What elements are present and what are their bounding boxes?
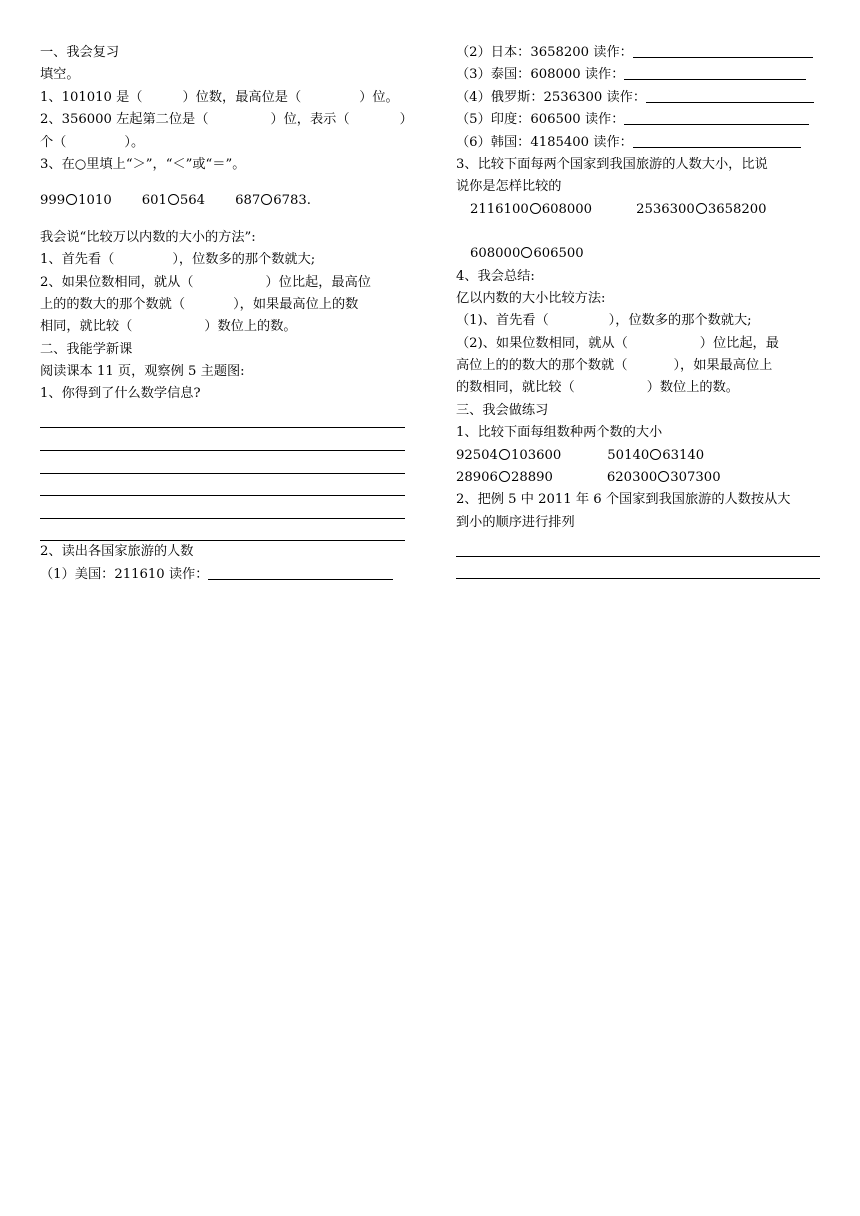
- summary-step-2-end: 的数相同，就比较（ ）数位上的数。: [456, 380, 739, 396]
- question-1: 1、101010 是（ ）位数，最高位是（ ）位。: [40, 89, 399, 105]
- section-new-lesson-title: 二、我能学新课: [40, 341, 133, 357]
- compare-row: 999 1010 601 564 687 6783.: [40, 193, 312, 209]
- say-step-2-end: 相同，就比较（ ）数位上的数。: [40, 319, 297, 335]
- compare-circle-icon[interactable]: [521, 247, 532, 258]
- summary-title: 4、我会总结:: [456, 268, 535, 284]
- compare-countries-row-2: 608000 606500: [470, 246, 584, 262]
- compare-circle-icon[interactable]: [261, 194, 272, 205]
- right-column: [456, 42, 820, 579]
- say-step-2: 2、如果位数相同，就从（ ）位比起，最高位: [40, 274, 371, 290]
- left-column: [40, 42, 413, 586]
- read-thailand: （3）泰国：608000 读作：: [456, 64, 820, 86]
- say-step-2-cont: 上的的数大的那个数就（ ），如果最高位上的数: [40, 296, 359, 312]
- compare-circle-icon[interactable]: [658, 471, 669, 482]
- info-question: 1、你得到了什么数学信息?: [40, 386, 201, 402]
- say-step-1: 1、首先看（ ），位数多的那个数就大;: [40, 252, 316, 268]
- answer-line[interactable]: [624, 78, 806, 80]
- read-numbers-title: 2、读出各国家旅游的人数: [40, 544, 194, 560]
- answer-line[interactable]: [633, 56, 813, 58]
- fill-blank-title: 填空。: [40, 67, 80, 83]
- compare-circle-icon[interactable]: [168, 194, 179, 205]
- answer-line[interactable]: [208, 578, 393, 580]
- summary-step-2-cont: 高位上的的数大的那个数就（ ），如果最高位上: [456, 358, 773, 374]
- compare-countries-row-1: 2116100 608000 2536300 3658200: [470, 201, 767, 217]
- answer-line[interactable]: [456, 534, 820, 557]
- answer-line[interactable]: [40, 406, 405, 429]
- compare-circle-icon[interactable]: [499, 471, 510, 482]
- read-korea: （6）韩国：4185400 读作：: [456, 132, 820, 154]
- answer-line[interactable]: [40, 474, 405, 497]
- read-japan: （2）日本：3658200 读作：: [456, 42, 820, 64]
- question-2: 2、356000 左起第二位是（ ）位，表示（ ）: [40, 112, 413, 128]
- answer-line[interactable]: [633, 146, 801, 148]
- practice-1-row-2: 28906 28890 620300 307300: [456, 470, 721, 486]
- summary-step-2: （2)、如果位数相同，就从（ ）位比起，最: [456, 335, 779, 351]
- question-2-cont: 个（ ）。: [40, 134, 145, 150]
- compare-circle-icon[interactable]: [650, 449, 661, 460]
- compare-countries-q: 3、比较下面每两个国家到我国旅游的人数大小，比说: [456, 156, 768, 172]
- practice-2: 2、把例 5 中 2011 年 6 个国家到我国旅游的人数按从大: [456, 492, 791, 508]
- answer-line[interactable]: [456, 557, 820, 580]
- summary-step-1: （1)、首先看（ ），位数多的那个数就大;: [456, 313, 752, 329]
- compare-countries-q-cont: 说你是怎样比较的: [456, 179, 562, 195]
- read-usa: （1）美国：211610 读作：: [40, 564, 405, 586]
- compare-circle-icon[interactable]: [66, 194, 77, 205]
- practice-2-cont: 到小的顺序进行排列: [456, 514, 575, 530]
- question-3: 3、在○里填上“＞”，“＜”或“＝”。: [40, 156, 246, 172]
- compare-circle-icon[interactable]: [530, 203, 541, 214]
- answer-line[interactable]: [40, 428, 405, 451]
- practice-1-row-1: 92504 103600 50140 63140: [456, 447, 705, 463]
- read-india: （5）印度：606500 读作：: [456, 109, 820, 131]
- compare-circle-icon[interactable]: [696, 203, 707, 214]
- answer-line[interactable]: [40, 451, 405, 474]
- answer-line[interactable]: [40, 496, 405, 519]
- answer-line[interactable]: [646, 101, 814, 103]
- summary-subtitle: 亿以内数的大小比较方法:: [456, 290, 606, 306]
- read-instruction: 阅读课本 11 页，观察例 5 主题图:: [40, 364, 245, 380]
- answer-line[interactable]: [624, 123, 809, 125]
- section-review-title: 一、我会复习: [40, 45, 120, 60]
- section-practice-title: 三、我会做练习: [456, 402, 549, 418]
- read-russia: （4）俄罗斯：2536300 读作：: [456, 87, 820, 109]
- compare-circle-icon[interactable]: [499, 449, 510, 460]
- answer-line[interactable]: [40, 519, 405, 542]
- practice-1: 1、比较下面每组数种两个数的大小: [456, 425, 663, 441]
- say-method-title: 我会说“比较万以内数的大小的方法”:: [40, 229, 256, 245]
